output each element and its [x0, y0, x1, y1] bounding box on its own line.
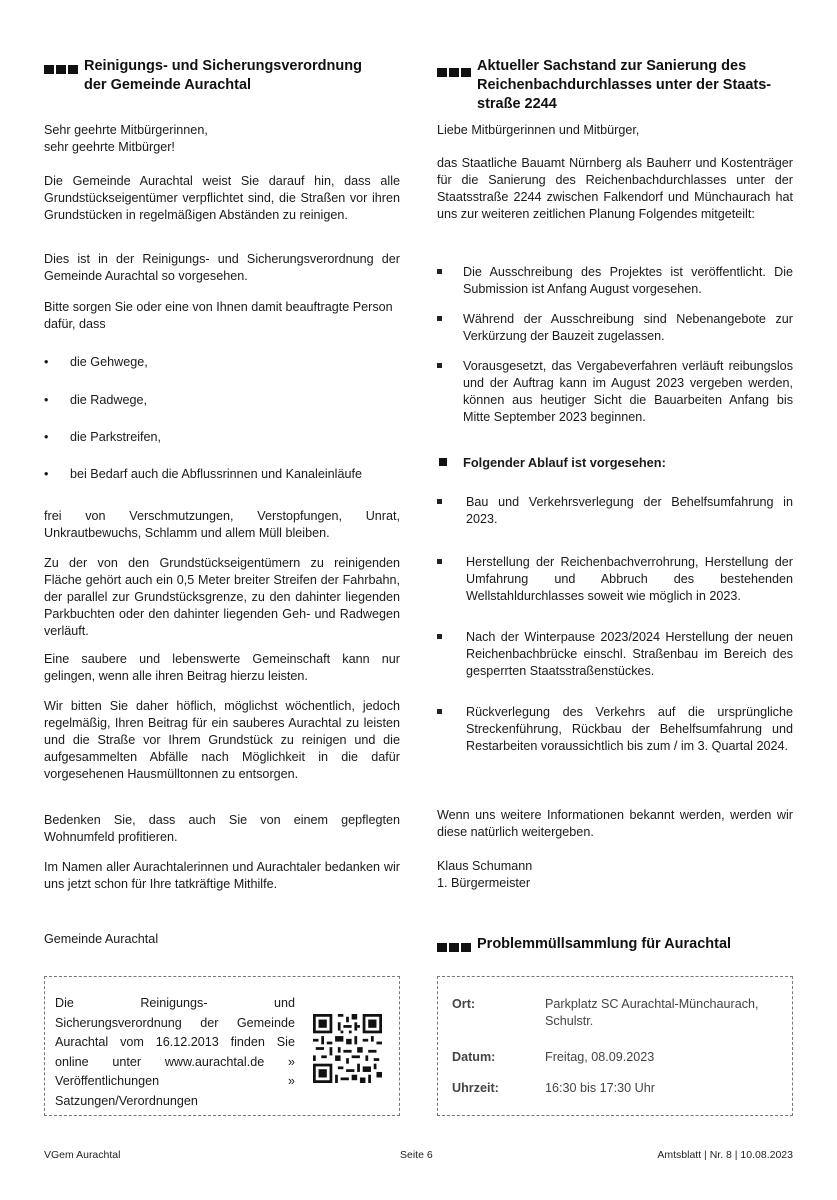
list-item: Die Ausschreibung des Projektes ist veröffentlicht. Die Submission ist Anfang August vorgesehen.	[437, 264, 793, 298]
list-item: • die Parkstreifen,	[44, 430, 161, 444]
uhrzeit-label: Uhrzeit:	[452, 1081, 499, 1095]
section-heading-problemmuell: Problemmüllsammlung für Aurachtal	[437, 935, 793, 954]
footer-right: Amtsblatt | Nr. 8 | 10.08.2023	[657, 1149, 793, 1161]
ort-value: Parkplatz SC Aurachtal-Münchaurach, Schulstr.	[545, 997, 759, 1028]
event-info-box	[437, 976, 793, 1116]
closing-paragraph: Wenn uns weitere Informationen bekannt werden, werden wir diese natürlich weitergeben.	[437, 808, 793, 839]
list-item: • bei Bedarf auch die Abflussrinnen und Kanaleinläufe	[44, 467, 362, 481]
paragraph-9: Im Namen aller Aurachtalerinnen und Aurachtaler bedanken wir uns jetzt schon für Ihre tatkräftige Mithilfe.	[44, 860, 400, 891]
section-heading-reinigung	[44, 57, 400, 95]
list-item: Rückverlegung des Verkehrs auf die ursprüngliche Streckenführung, Rückbau der Behelfsumfahrung und Restarbeiten voraussichtlich bis zum / im 3. Quartal 2024.	[437, 704, 793, 755]
salutation-line-2: sehr geehrte Mitbürger!	[44, 140, 175, 154]
bullet-icon: •	[44, 430, 49, 444]
ort-label: Ort:	[452, 997, 476, 1011]
right-column	[437, 0, 793, 1140]
paragraph-6: Eine saubere und lebenswerte Gemeinschaft kann nur gelingen, wenn alle ihren Beitrag hierzu leisten.	[44, 652, 400, 683]
list-item: • die Radwege,	[44, 393, 148, 407]
bullet-icon: •	[44, 467, 49, 481]
heading-square-marks	[437, 64, 473, 74]
square-bullet-icon	[437, 363, 442, 368]
square-bullet-icon	[437, 634, 442, 639]
heading-line-2: der Gemeinde Aurachtal	[84, 77, 252, 93]
signature-name: Klaus Schumann	[437, 859, 533, 873]
salutation	[44, 122, 400, 156]
list-item: Während der Ausschreibung sind Nebenangebote zur Verkürzung der Bauzeit zugelassen.	[437, 311, 793, 345]
intro-paragraph: das Staatliche Bauamt Nürnberg als Bauherr und Kostenträger für die Sanierung des Reichenbachdurchlasses unter der Staatsstraße 2244 zwischen Falkendorf und Münchaurach hat uns zur weiteren zeitlichen Planung Folgendes mitgeteilt:	[437, 156, 793, 221]
footer-page-number: Seite 6	[400, 1149, 433, 1161]
section-heading-reichenbach	[437, 57, 793, 114]
heading-line-1: Reinigungs- und Sicherungsverordnung	[84, 58, 362, 74]
footer-left: VGem Aurachtal	[44, 1149, 121, 1161]
list-item: Vorausgesetzt, das Vergabeverfahren verläuft reibungslos und der Auftrag kann im August 2023 vergeben werden, können aus heutiger Sicht die Bauarbeiten Anfang bis Mitte September 2023 beginnen.	[437, 358, 793, 426]
datum-value: Freitag, 08.09.2023	[545, 1050, 655, 1064]
qr-code-icon[interactable]	[313, 1014, 382, 1083]
bullet-icon: •	[44, 393, 49, 407]
heading-line-1: Aktueller Sachstand zur Sanierung des	[477, 58, 747, 74]
heading-square-marks	[437, 939, 473, 949]
list-item: Nach der Winterpause 2023/2024 Herstellung der neuen Reichenbachbrücke einschl. Straßenbau im Bereich des gesperrten Staatsstraßenstückes.	[437, 629, 793, 680]
left-column	[44, 0, 400, 1140]
bullet-icon: •	[44, 355, 49, 369]
square-bullet-icon	[437, 269, 442, 274]
list-item: Bau und Verkehrsverlegung der Behelfsumfahrung in 2023.	[437, 494, 793, 528]
square-bullet-icon	[439, 458, 447, 466]
square-bullet-icon	[437, 709, 442, 714]
paragraph-1: Die Gemeinde Aurachtal weist Sie darauf hin, dass alle Grundstückseigentümer verpflichtet sind, die Straßen vor ihren Grundstücken in regelmäßigen Abständen zu reinigen.	[44, 174, 400, 222]
paragraph-7: Wir bitten Sie daher höflich, möglichst wöchentlich, jedoch regelmäßig, Ihren Beitrag für ein sauberes Aurachtal zu leisten und die Straße vor Ihrem Grundstück zu reinigen und die aufgesammelten Abfälle nach Möglichkeit in die dafür vorgesehenen Hausmülltonnen zu entsorgen.	[44, 699, 400, 781]
datum-label: Datum:	[452, 1050, 496, 1064]
heading-square-marks	[44, 61, 80, 71]
list-item: • die Gehwege,	[44, 355, 148, 369]
uhrzeit-value: 16:30 bis 17:30 Uhr	[545, 1081, 655, 1095]
signoff: Gemeinde Aurachtal	[44, 932, 159, 946]
paragraph-2: Dies ist in der Reinigungs- und Sicherungsverordnung der Gemeinde Aurachtal so vorgesehen.	[44, 252, 400, 283]
subheading: Folgender Ablauf ist vorgesehen:	[437, 455, 793, 470]
list-item: Herstellung der Reichenbachverrohrung, Herstellung der Umfahrung und Abbruch des bestehenden Wellstahldurchlasses soweit wie möglich in 2023.	[437, 554, 793, 605]
paragraph-8: Bedenken Sie, dass auch Sie von einem gepflegten Wohnumfeld profitieren.	[44, 813, 400, 844]
paragraph-4: frei von Verschmutzungen, Verstopfungen, Unrat, Unkrautbewuchs, Schlamm und allem Müll bleiben.	[44, 509, 400, 540]
signature	[437, 858, 793, 892]
square-bullet-icon	[437, 559, 442, 564]
paragraph-5: Zu der von den Grundstückseigentümern zu reinigenden Fläche gehört auch ein 0,5 Meter breiter Streifen der Fahrbahn, der parallel zur Grundstücksgrenze, zu den dahinter liegenden Parkbuchten oder den dahinter liegenden Geh- und Radwegen verläuft.	[44, 556, 400, 638]
info-box-text: Die Reinigungs- und Sicherungsverordnung der Gemeinde Aurachtal vom 16.12.2013 finden Sie online unter www.aurachtal.de » Veröffentlichungen » Satzungen/Verordnungen	[55, 996, 295, 1108]
square-bullet-icon	[437, 499, 442, 504]
signature-title: 1. Bürgermeister	[437, 876, 531, 890]
heading-line-3: straße 2244	[477, 96, 557, 112]
info-box-online	[44, 976, 400, 1116]
heading-line-2: Reichenbachdurchlasses unter der Staats-	[477, 77, 772, 93]
salutation: Liebe Mitbürgerinnen und Mitbürger,	[437, 123, 640, 137]
paragraph-3: Bitte sorgen Sie oder eine von Ihnen damit beauftragte Person dafür, dass	[44, 300, 393, 331]
square-bullet-icon	[437, 316, 442, 321]
salutation-line-1: Sehr geehrte Mitbürgerinnen,	[44, 123, 208, 137]
